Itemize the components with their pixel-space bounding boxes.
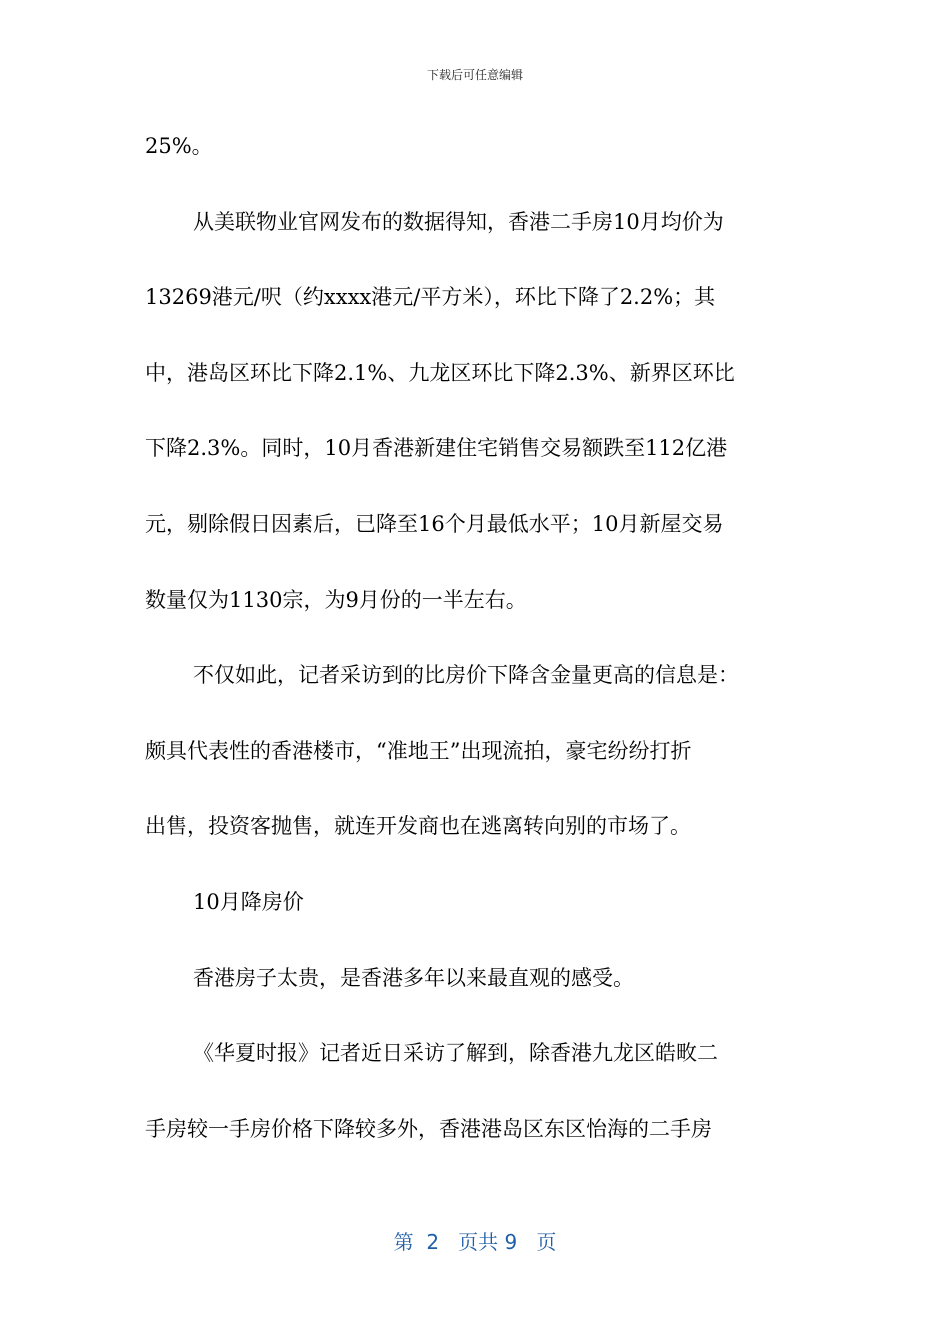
text-line: 从美联物业官网发布的数据得知，香港二手房10月均价为 [193,209,724,234]
text-line: 13269港元/呎（约xxxx港元/平方米），环比下降了2.2%；其 [145,285,716,310]
text-line: 下降2.3%。同时，10月香港新建住宅销售交易额跌至112亿港 [145,436,728,461]
text-line: 颇具代表性的香港楼市，“准地王”出现流拍，豪宅纷纷打折 [145,738,692,763]
page-number: 第 2 页共 9 页 [393,1230,557,1254]
text-line: 《华夏时报》记者近日采访了解到，除香港九龙区皓畋二 [193,1041,718,1066]
text-line: 不仅如此，记者采访到的比房价下降含金量更高的信息是： [193,663,739,688]
text-line: 香港房子太贵，是香港多年以来最直观的感受。 [193,965,634,990]
section-heading: 10月降房价 [193,889,304,914]
text-line: 元，剔除假日因素后，已降至16个月最低水平；10月新屋交易 [145,511,724,536]
text-line: 出售，投资客抛售，就连开发商也在逃离转向别的市场了。 [145,814,691,839]
text-line: 25%。 [145,134,213,158]
page-footer [0,1226,950,1255]
text-line: 手房较一手房价格下降较多外，香港港岛区东区怡海的二手房 [145,1116,712,1141]
text-line: 数量仅为1130宗，为9月份的一半左右。 [145,587,527,612]
text-line: 中，港岛区环比下降2.1%、九龙区环比下降2.3%、新界区环比 [145,360,735,385]
document-body [145,122,810,1180]
page-header: 下载后可任意编辑 [426,68,523,82]
